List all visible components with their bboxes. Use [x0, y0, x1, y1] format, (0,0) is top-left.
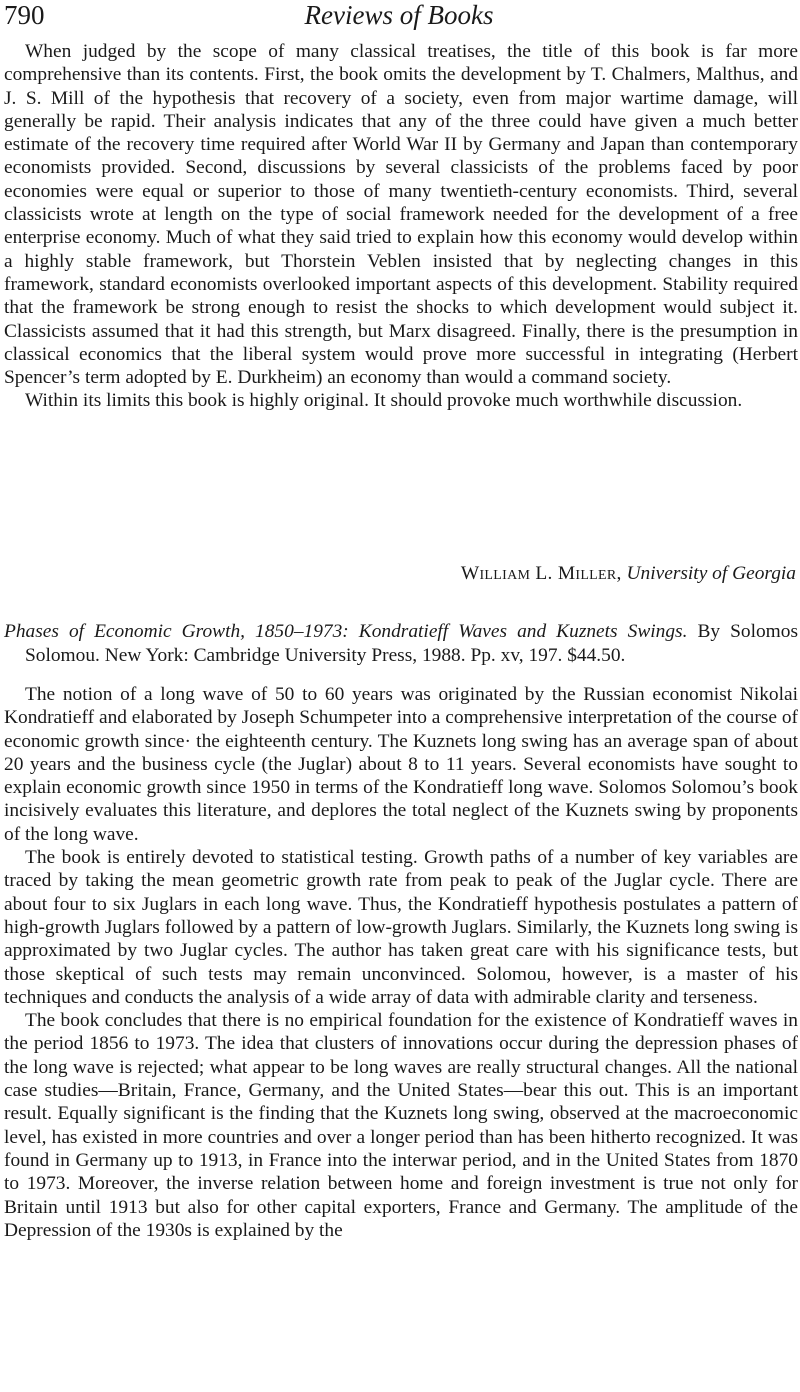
reviewer-signature: [461, 562, 796, 586]
review-1-body: [4, 40, 798, 413]
book-title: Phases of Economic Growth, 1850–1973: Kondratieff Waves and Kuznets Swings.: [4, 621, 688, 642]
review-2-paragraph-3: The book concludes that there is no empirical foundation for the existence of Kondratieff waves in the period 1856 to 1973. The idea that clusters of innovations occur during the depression phases of the long wave is rejected; what appear to be long waves are really structural changes. All the national case studies—Britain, France, Germany, and the United States—bear this out. This is an important result. Equally significant is the finding that the Kuznets long swing, observed at the macroeconomic level, has existed in more countries and over a longer period than has been hitherto recognized. It was found in Germany up to 1913, in France into the interwar period, and in the United States from 1870 to 1973. Moreover, the inverse relation between home and foreign investment is true not only for Britain until 1913 but also for other capital exporters, France and Germany. The amplitude of the Depression of the 1930s is explained by the: [4, 1010, 798, 1241]
review-2-paragraph-2: The book is entirely devoted to statistical testing. Growth paths of a number of key variables are traced by taking the mean geometric growth rate from peak to peak of the Juglar cycle. There are about four to six Juglars in each long wave. Thus, the Kondratieff hypothesis postulates a pattern of high-growth Juglars followed by a pattern of low-growth Juglars. Similarly, the Kuznets long swing is approximated by two Juglar cycles. The author has taken great care with his significance tests, but those skeptical of such tests may remain unconvinced. Solomou, however, is a master of his techniques and conducts the analysis of a wide array of data with admirable clarity and terseness.: [4, 847, 798, 1008]
book-details: By Solomos Solomou. New York: Cambridge University Press, 1988. Pp. xv, 197. $44.50.: [25, 621, 798, 666]
review-2-body: [4, 683, 798, 1242]
review-1-paragraph-1: When judged by the scope of many classical treatises, the title of this book is far more comprehensive than its contents. First, the book omits the development by T. Chalmers, Malthus, and J. S. Mill of the hypothesis that recovery of a society, even from major wartime damage, will generally be rapid. Their analysis indicates that any of the three could have given a much better estimate of the recovery time required after World War II by Germany and Japan than contemporary economists provided. Second, discussions by several classicists of the problems faced by poor economies were equal or superior to those of many twentieth-century economists. Third, several classicists wrote at length on the type of social framework needed for the development of a free enterprise economy. Much of what they said tried to explain how this economy would develop within a highly stable framework, but Thorstein Veblen insisted that by neglecting changes in this framework, standard economists overlooked important aspects of this development. Stability required that the framework be strong enough to resist the shocks to which development would subject it. Classicists assumed that it had this strength, but Marx disagreed. Finally, there is the presumption in classical economics that the liberal system would prove more successful in integrating (Herbert Spencer’s term adopted by E. Durkheim) an economy than would a command society.: [4, 41, 798, 389]
book-citation: [4, 620, 798, 667]
reviewer-name: William L. Miller,: [460, 563, 622, 584]
page-number: 790: [4, 0, 45, 30]
running-head: [4, 0, 794, 40]
review-1-paragraph-2: Within its limits this book is highly original. It should provoke much worthwhile discussion.: [25, 390, 743, 412]
review-2-paragraph-1: The notion of a long wave of 50 to 60 years was originated by the Russian economist Nikolai Kondratieff and elaborated by Joseph Schumpeter into a comprehensive interpretation of the course of economic growth since· the eighteenth century. The Kuznets long swing has an average span of about 20 years and the business cycle (the Juglar) about 8 to 11 years. Several economists have sought to explain economic growth since 1950 in terms of the Kondratieff long wave. Solomos Solomou’s book incisively evaluates this literature, and deplores the total neglect of the Kuznets swing by proponents of the long wave.: [4, 684, 798, 845]
reviewer-affiliation: University of Georgia: [626, 563, 796, 584]
journal-section-title: Reviews of Books: [304, 0, 494, 30]
